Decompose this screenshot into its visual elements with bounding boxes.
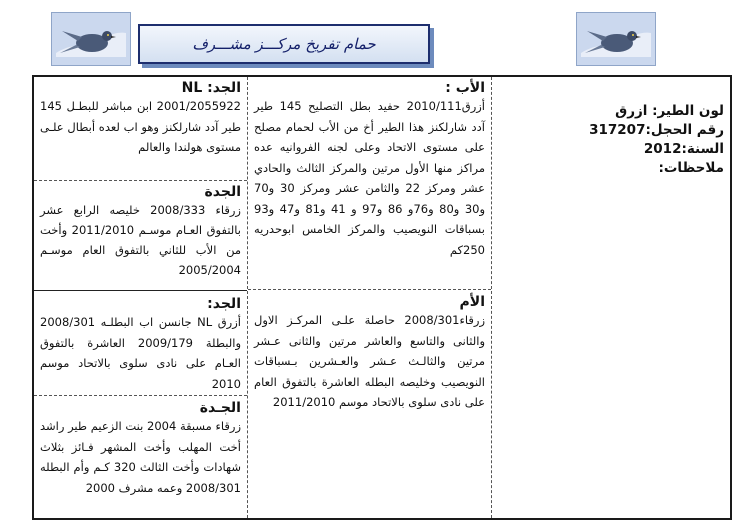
pigeon-image-right	[576, 12, 656, 66]
bird-info	[492, 99, 730, 181]
paternal-grandfather-cell	[34, 77, 247, 180]
father-label: الأب :	[445, 80, 485, 96]
page-title: حمام تفريخ مركـــز مشـــرف	[138, 24, 430, 64]
father-cell	[248, 77, 491, 289]
divider	[248, 289, 491, 290]
paternal-grandmother-text: زرقاء 2008/333 خليصه الرابع عشر بالتفوق العـام موسـم 2011/2010 وأخت من الأب للثاني بالتفوق العام موسـم 2005/2004	[40, 203, 241, 277]
mother-text: زرقاء2008/301 حاصلة علـى المركـز الاول والثانى والتاسع والعاشر مرتين والثانى عـشر مرتين والثالـث عـشر والعـشرين بـسباقات النويصيب وخليصه البطله العاشرة بالتفوق العام على نادى سلوى بالاتحاد موسم 2011/2010	[254, 313, 485, 409]
pedigree-table	[32, 75, 732, 520]
maternal-grandmother-text: زرقاء مسبقة 2004 بنت الزعيم طير راشد أخت المهلب وأخت المشهر فـائز بثلاث شهادات وأخت الثالث 320 كـم وأم البطله 2008/301 وعمه مشرف 2000	[40, 419, 241, 495]
maternal-grandfather-cell	[34, 293, 247, 395]
paternal-grandfather-text: 2001/2055922 ابن مباشر للبطـل 145 طير آدد شارلكنز وهو اب لعده أبطال علـى مستوى هولندا والعالم	[40, 99, 241, 154]
maternal-grandfather-label: الجد:	[207, 296, 241, 312]
pigeon-icon	[52, 13, 130, 65]
maternal-grandfather-text: أزرق NL جانسن اب البطلـه 2008/301 والبطلة 2009/179 العاشرة بالتفوق العـام على نادى سلوى بالاتحاد موسم 2010	[40, 315, 241, 391]
mother-label: الأم	[459, 294, 485, 310]
pigeon-image-left	[51, 12, 131, 66]
parents-column	[247, 77, 492, 518]
maternal-grandmother-label: الجـدة	[199, 400, 241, 416]
grandparents-column	[34, 77, 247, 518]
paternal-grandmother-label: الجدة	[204, 184, 241, 200]
bird-color: لون الطير: ازرق	[615, 103, 724, 119]
paternal-grandfather-label: الجد: NL	[181, 80, 241, 96]
divider	[34, 290, 247, 291]
divider	[34, 395, 247, 396]
paternal-grandmother-cell	[34, 181, 247, 289]
mother-cell	[248, 291, 491, 416]
bird-info-column	[492, 77, 730, 518]
bird-year: السنة:2012	[643, 141, 724, 157]
father-text: أزرق2010/111 حفيد بطل التصليح 145 طير آدد شارلكنز هذا الطير أخ من الأب لحمام مصلح على مستوى الاتحاد وعلى لجنه الفروانيه عده مراكز منها الأول مرتين والمركز الثالث والحادي عشر ومركز 22 والثامن عشر ومركز 30 و70 و30 و80 و76و 86 و97 و 41 و81 و47 و93 بسباقات النويصيب والمركز الخامس ابوحدريه 250كم	[254, 99, 486, 257]
bird-notes: ملاحظات:	[658, 160, 724, 176]
maternal-grandmother-cell	[34, 397, 247, 501]
bird-ring-number: رقم الحجل:317207	[589, 122, 724, 138]
pigeon-icon	[577, 13, 655, 65]
